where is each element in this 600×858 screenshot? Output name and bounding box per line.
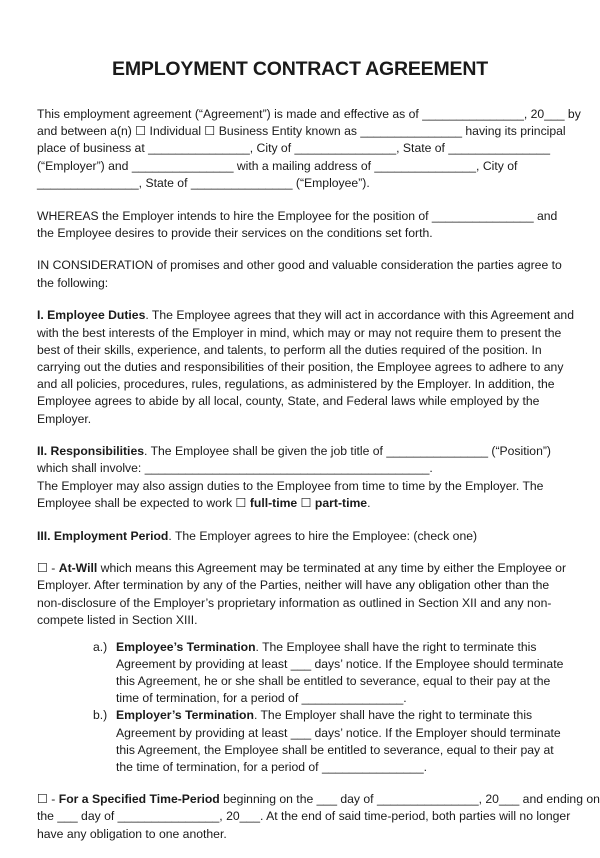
at-will-text: which means this Agreement may be terminated at any time by either the Employee or [97, 561, 567, 576]
specified-period-section [37, 791, 600, 843]
termination-line: this Agreement, he or she shall be entitled to severance, equal to their pay at the [116, 673, 551, 688]
specified-line: the ___ day of _______________, 20___. At the end of said time-period, both parties will no longer [37, 809, 571, 824]
period-line [37, 528, 565, 545]
duties-text: . The Employee agrees that they will act in accordance with this Agreement and [145, 308, 574, 323]
at-will-first-line [37, 560, 565, 577]
specified-first-line [37, 791, 600, 808]
intro-line: and between a(n) ☐ Individual ☐ Business Entity known as _______________ having its principal [37, 124, 566, 139]
termination-first-line [116, 707, 565, 724]
consideration-line: IN CONSIDERATION of promises and other good and valuable consideration the parties agree to [37, 258, 562, 273]
responsibilities-heading: II. Responsibilities [37, 444, 145, 459]
responsibilities-section [37, 443, 565, 512]
duties-first-line [37, 307, 574, 324]
termination-first-line [116, 639, 565, 656]
specified-checkbox: ☐ - [37, 792, 59, 807]
employee-termination-heading: Employee’s Termination [116, 639, 256, 654]
work-type-line [37, 495, 565, 512]
consideration-paragraph [37, 257, 565, 291]
duties-line: Employer. [37, 411, 92, 426]
termination-line: time of termination, for a period of _______________. [116, 691, 407, 706]
period-text: . The Employer agrees to hire the Employee: (check one) [168, 528, 478, 543]
duties-line: carrying out the duties and responsibilities of their position, the Employee agrees to adhere to any [37, 359, 564, 374]
duties-heading: I. Employee Duties [37, 308, 146, 323]
duties-line: and all policies, procedures, rules, regulations, as administered by the Employer. In addition, the [37, 377, 555, 392]
termination-text: . The Employee shall have the right to terminate this [255, 639, 537, 654]
responsibilities-line: which shall involve: __________________________________________. [37, 461, 433, 476]
list-marker: b.) [93, 708, 108, 723]
intro-line: place of business at _______________, City of _______________, State of _______________ [37, 141, 550, 156]
period-heading: III. Employment Period [37, 528, 169, 543]
employer-termination-item [93, 707, 565, 776]
document-body [37, 106, 600, 858]
work-type-end: . [367, 495, 371, 510]
termination-line: the time of termination, for a period of _______________. [116, 760, 427, 774]
at-will-line: compete listed in Section XIII. [37, 612, 198, 627]
termination-line: Agreement by providing at least ___ days’ notice. If the Employer should terminate [116, 725, 561, 740]
intro-line: (“Employer”) and _______________ with a mailing address of _______________, City of [37, 158, 518, 173]
duties-line: best of their skills, experience, and talents, to perform all the duties required of the position. In [37, 342, 542, 357]
work-type-text: Employee shall be expected to work ☐ [37, 495, 250, 510]
responsibilities-first-line [37, 443, 565, 460]
list-marker: a.) [93, 639, 108, 654]
at-will-heading: At-Will [58, 561, 98, 576]
document-title: EMPLOYMENT CONTRACT AGREEMENT [112, 58, 488, 80]
employee-termination-item [93, 639, 565, 708]
at-will-line: Employer. After termination by any of the Parties, neither will have any obligation other than the [37, 578, 550, 593]
duties-section [37, 307, 574, 427]
specified-line: have any obligation to one another. [37, 826, 227, 841]
termination-line: this Agreement, the Employee shall be entitled to severance, equal to their pay at [116, 742, 554, 757]
whereas-line: WHEREAS the Employer intends to hire the Employee for the position of _______________ and [37, 208, 558, 223]
at-will-line: non-disclosure of the Employer’s proprietary information as outlined in Section XII and any non- [37, 595, 552, 610]
employment-period-section [37, 528, 565, 545]
responsibilities-text: . The Employee shall be given the job title of _______________ (“Position”) [144, 444, 551, 459]
termination-line: Agreement by providing at least ___ days’ notice. If the Employee should terminate [116, 656, 564, 671]
fulltime-option: full-time [249, 495, 298, 510]
specified-text: beginning on the ___ day of _______________, 20___ and ending on [219, 792, 600, 807]
work-type-separator: ☐ [297, 495, 315, 510]
responsibilities-line: The Employer may also assign duties to the Employee from time to time by the Employer. The [37, 478, 544, 493]
specified-heading: For a Specified Time-Period [58, 792, 220, 807]
at-will-checkbox: ☐ - [37, 561, 59, 576]
duties-line: Employee agrees to abide by all local, county, State, and Federal laws while employed by the [37, 394, 540, 409]
intro-line: _______________, State of _______________ (“Employee”). [37, 175, 370, 190]
whereas-paragraph [37, 208, 565, 242]
whereas-line: the Employee desires to provide their services on the conditions set forth. [37, 225, 433, 240]
consideration-line: the following: [37, 275, 109, 290]
termination-text: . The Employer shall have the right to terminate this [253, 708, 533, 723]
parttime-option: part-time [314, 495, 368, 510]
duties-line: with the best interests of the Employer in mind, which may or may not require them to present the [37, 325, 562, 340]
employer-termination-heading: Employer’s Termination [116, 708, 254, 723]
intro-paragraph [37, 106, 581, 192]
intro-line: This employment agreement (“Agreement”) is made and effective as of _______________, 20___ by [37, 107, 581, 121]
at-will-section [37, 560, 565, 629]
termination-list [37, 639, 565, 777]
